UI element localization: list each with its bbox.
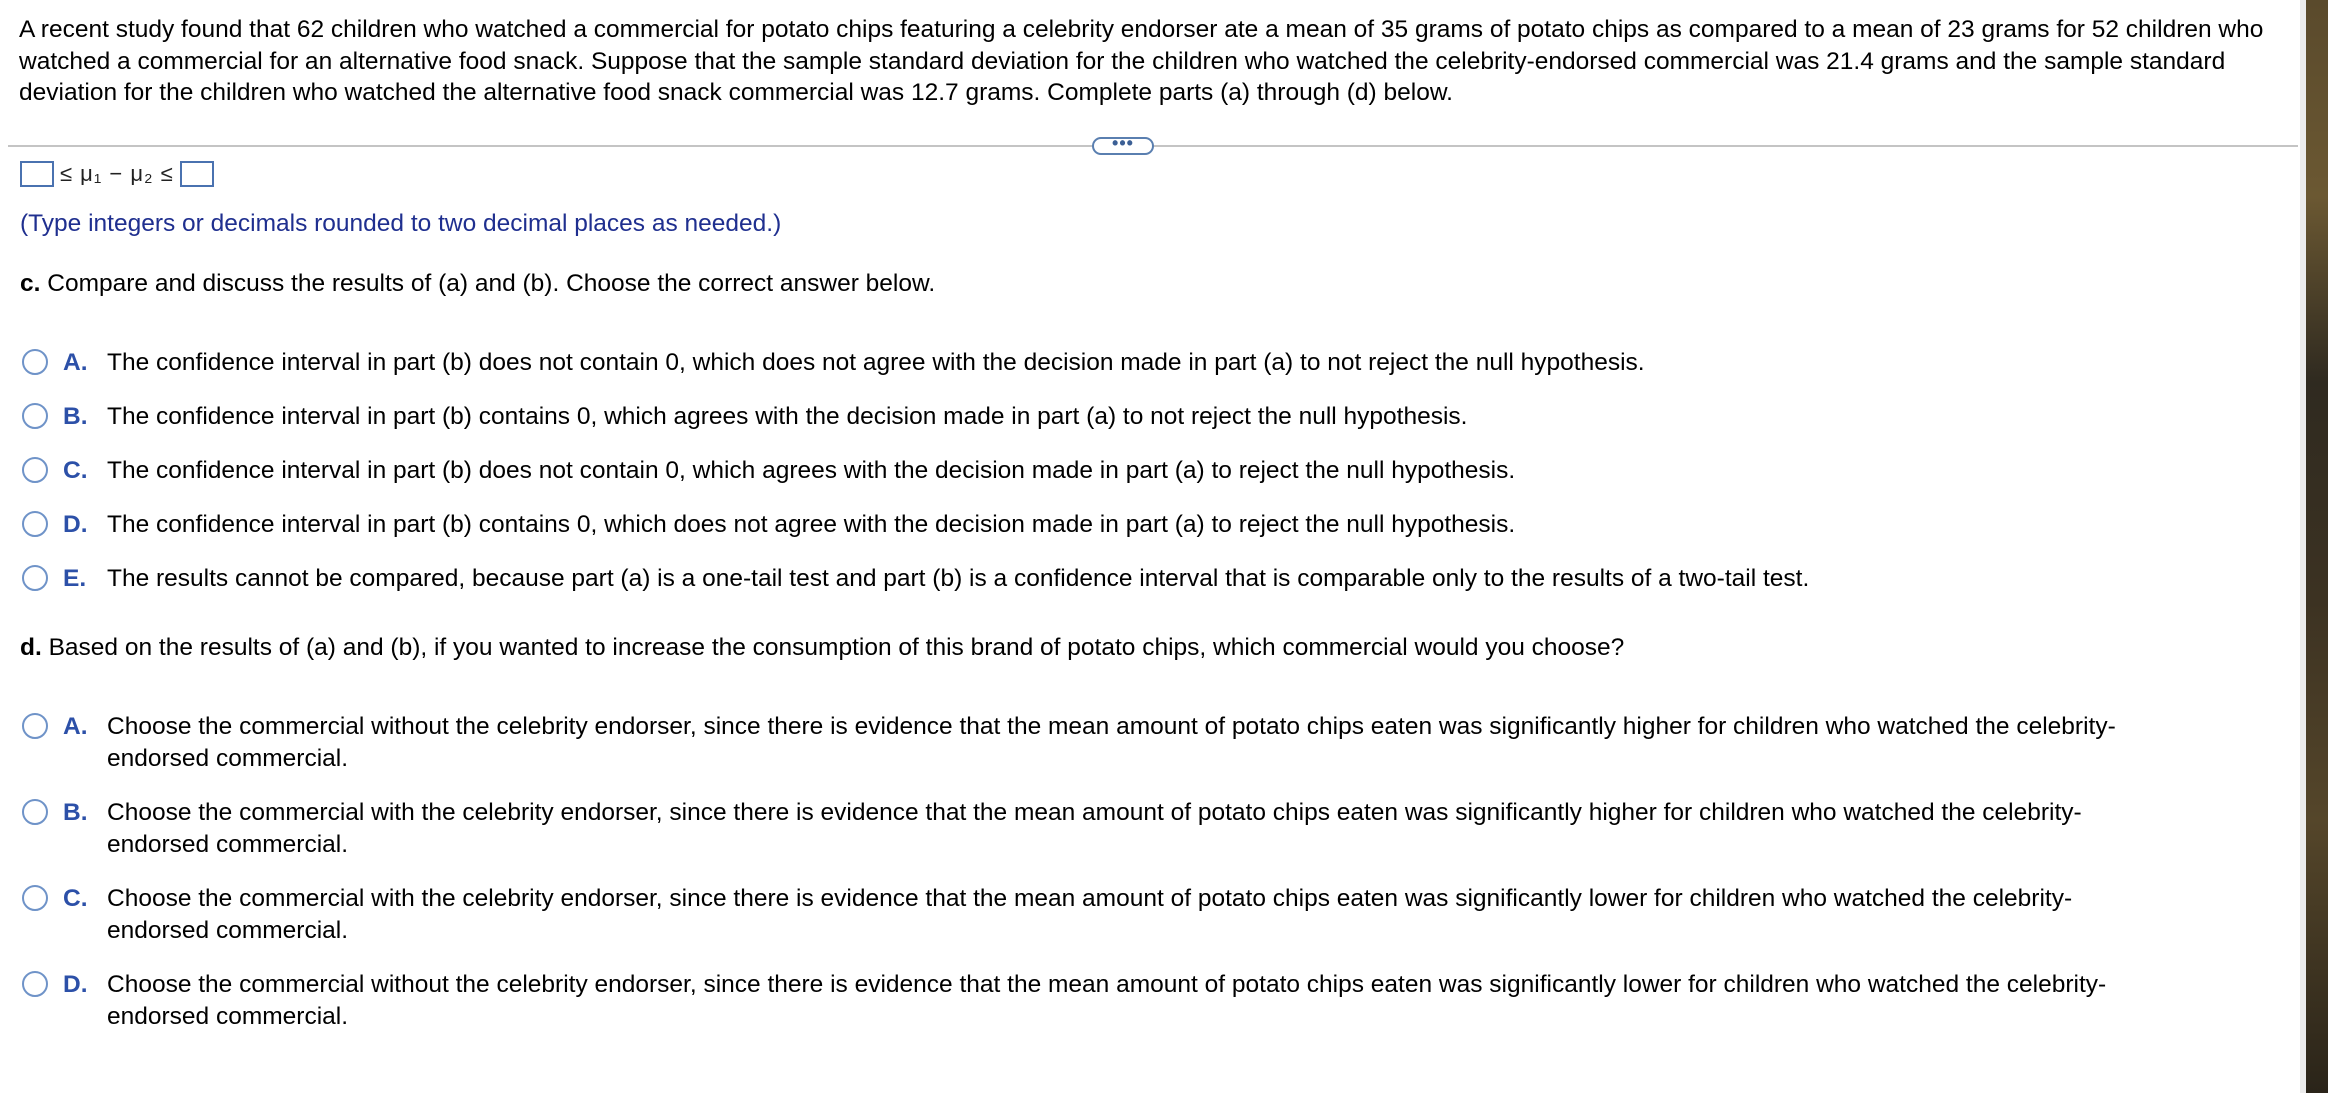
option-letter: A. — [63, 713, 88, 740]
radio-button[interactable] — [22, 799, 48, 825]
part-c-option-e[interactable] — [22, 563, 2147, 595]
part-b-lower-bound-input[interactable] — [20, 161, 54, 187]
part-c-question: Compare and discuss the results of (a) and (b). Choose the correct answer below. — [47, 270, 936, 297]
radio-button[interactable] — [22, 511, 48, 537]
option-text: The confidence interval in part (b) does not contain 0, which agrees with the decision made in part (a) to reject the null hypothesis. — [107, 457, 1516, 484]
part-d-prompt — [20, 634, 1624, 662]
option-letter: C. — [63, 885, 88, 912]
part-d-label: d. — [20, 634, 42, 661]
option-letter: C. — [63, 457, 88, 484]
option-text: The confidence interval in part (b) contains 0, which does not agree with the decision made in part (a) to reject the null hypothesis. — [107, 511, 1516, 538]
option-text: Choose the commercial without the celebrity endorser, since there is evidence that the mean amount of potato chips eaten was significantly lower for children who watched the celebrity-endorsed commercial. — [107, 971, 2107, 1030]
part-d-option-b[interactable] — [22, 797, 2147, 861]
option-text: Choose the commercial with the celebrity endorser, since there is evidence that the mean amount of potato chips eaten was significantly higher for children who watched the celebrity-endorsed commercial. — [107, 799, 2082, 858]
part-d-question: Based on the results of (a) and (b), if you wanted to increase the consumption of this brand of potato chips, which commercial would you choose? — [48, 634, 1625, 661]
part-d-option-a[interactable] — [22, 711, 2147, 775]
part-c-label: c. — [20, 270, 41, 297]
option-text: The results cannot be compared, because part (a) is a one-tail test and part (b) is a confidence interval that is comparable only to the results of a two-tail test. — [107, 565, 1810, 592]
expand-stem-button[interactable] — [1092, 133, 1154, 155]
question-stem: A recent study found that 62 children who watched a commercial for potato chips featuring a celebrity endorser ate a mean of 35 grams of potato chips as compared to a mean of 23 grams for 52 children who watched a commercial for an alternative food snack. Suppose that the sample standard deviation for the children who watched the celebrity-endorsed commercial was 21.4 grams and the sample standard deviation for the children who watched the alternative food snack commercial was 12.7 grams. Complete parts (a) through (d) below. — [19, 16, 2264, 106]
desktop-background-strip — [2306, 0, 2328, 1093]
radio-button[interactable] — [22, 713, 48, 739]
radio-button[interactable] — [22, 457, 48, 483]
option-text: Choose the commercial without the celebrity endorser, since there is evidence that the mean amount of potato chips eaten was significantly higher for children who watched the celebrity-endorsed commercial. — [107, 713, 2116, 772]
part-c-option-c[interactable] — [22, 455, 2147, 487]
option-text: Choose the commercial with the celebrity endorser, since there is evidence that the mean amount of potato chips eaten was significantly lower for children who watched the celebrity-endorsed commercial. — [107, 885, 2073, 944]
option-letter: E. — [63, 565, 87, 592]
part-b-interval-formula: ≤ μ₁ − μ₂ ≤ — [60, 161, 174, 186]
part-c-prompt — [20, 270, 935, 298]
radio-button[interactable] — [22, 971, 48, 997]
ellipsis-icon: ••• — [1112, 133, 1134, 153]
option-letter: A. — [63, 349, 88, 376]
part-c-option-a[interactable] — [22, 347, 2147, 379]
part-b-upper-bound-input[interactable] — [180, 161, 214, 187]
option-text: The confidence interval in part (b) contains 0, which agrees with the decision made in part (a) to not reject the null hypothesis. — [107, 403, 1468, 430]
option-letter: D. — [63, 971, 88, 998]
part-b-rounding-hint: (Type integers or decimals rounded to two decimal places as needed.) — [20, 210, 782, 237]
option-letter: B. — [63, 799, 88, 826]
option-letter: B. — [63, 403, 88, 430]
radio-button[interactable] — [22, 349, 48, 375]
option-text: The confidence interval in part (b) does not contain 0, which does not agree with the decision made in part (a) to not reject the null hypothesis. — [107, 349, 1645, 376]
part-b-interval-row — [20, 161, 240, 189]
option-letter: D. — [63, 511, 88, 538]
part-d-option-d[interactable] — [22, 969, 2147, 1033]
part-c-option-d[interactable] — [22, 509, 2147, 541]
answer-area[interactable] — [0, 160, 2328, 1093]
radio-button[interactable] — [22, 565, 48, 591]
part-c-option-b[interactable] — [22, 401, 2147, 433]
radio-button[interactable] — [22, 885, 48, 911]
radio-button[interactable] — [22, 403, 48, 429]
part-d-option-c[interactable] — [22, 883, 2147, 947]
